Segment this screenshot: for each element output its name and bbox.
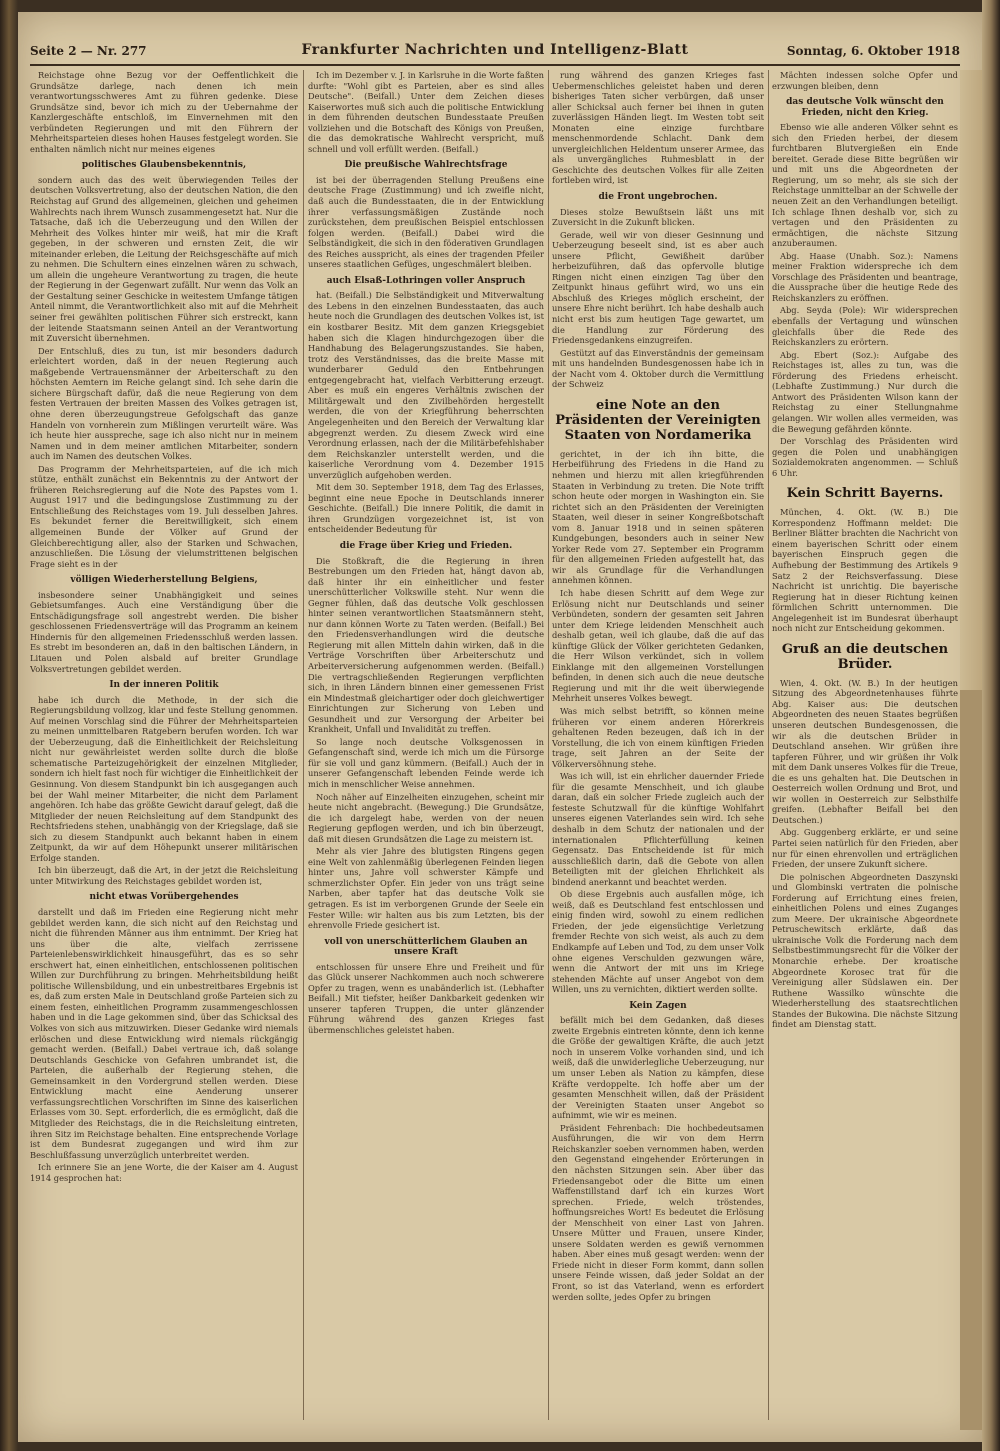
paragraph: Präsident Fehrenbach: Die hochbedeutsamen Ausführungen, die wir von dem Herrn Reichskanzler soeben vernommen haben, werden den Gegenstand eingehender Erörterungen in den nächsten Sitzungen sein. Aber über das Friedensangebot oder die Bitte um einen Waffenstillstand darf ich ein kurzes Wort sprechen. Friede, welch tröstendes, hoffnungsreiches Wort! Es bedeutet die Erlösung der Menschheit von einer Last von Jahren. Unsere Mütter und Frauen, unsere Kinder, unsere Soldaten werden es gewiß vernommen haben. Aber eines muß gesagt werden: wenn der Friede nicht in dieser Form kommt, dann sollen unsere Feinde wissen, daß jeder Soldat an der Front, so ist das Vaterland, wenn es erfordert werden sollte, jedes Opfer zu bringen xyxy=(552,1122,764,1302)
page-number: Seite 2 — Nr. 277 xyxy=(30,44,147,58)
subheading: die Front ungebrochen. xyxy=(598,192,718,203)
paragraph: Abg. Ebert (Soz.): Aufgabe des Reichstages ist, alles zu tun, was die Förderung des Friedens erheischt. (Lebhafte Zustimmung.) Nur durch die Antwort des Präsidenten Wilson kann der Reichstag zu einer Stellungnahme gelangen. Wir wollen alles vermeiden, was die Bewegung gefährden könnte. xyxy=(772,349,958,434)
paragraph: Die Stoßkraft, die die Regierung in ihren Bestrebungen um den Frieden hat, hängt davon ab, daß hinter ihr ein einheitlicher und fester unerschütterlicher Volkswille steht. Nur wenn die Gegner fühlen, daß das deutsche Volk geschlossen hinter seinen verantwortlichen Staatsmännern steht, nur dann können Worte zu Taten werden. (Beifall.) Bei den Friedensverhandlungen wird die deutsche Regierung mit allen Mitteln dahin wirken, daß in die Verträge Vorschriften über Arbeiterschutz und Arbeiterversicherung aufgenommen werden. (Beifall.) Die vertragschließenden Regierungen verpflichten sich, in ihren Ländern binnen einer gemessenen Frist ein Mindestmaß gleichartiger oder doch gleichwertiger Einrichtungen zur Sicherung von Leben und Gesundheit und zur Versorgung der Arbeiter bei Krankheit, Unfall und Invalidität zu treffen. xyxy=(308,555,544,735)
section-headline: Kein Schritt Bayerns. xyxy=(786,486,944,502)
subheading: voll von unerschütterlichem Glauben an unsere Kraft xyxy=(324,936,528,958)
paragraph: Was ich will, ist ein ehrlicher dauernder Friede für die gesamte Menschheit, und ich glaube daran, daß ein solcher Friede zugleich auch der festeste Schutzwall für die künftige Wohlfahrt unseres eigenen Vaterlandes sein wird. Ich sehe deshalb in dem Schutz der nationalen und der internationalen Pflichterfüllung keinen Gegensatz. Das Entscheidende ist für mich ausschließlich darin, daß die Gebote von allen Beteiligten mit der gleichen Ehrlichkeit als bindend anerkannt und beachtet werden. xyxy=(552,771,764,887)
column-2 xyxy=(308,70,544,1420)
paragraph: Das Programm der Mehrheitsparteien, auf die ich mich stütze, enthält zunächst ein Bekenntnis zu der Antwort der früheren Reichsregierung auf die Note des Papstes vom 1. August 1917 und die bedingungslose Zustimmung zu der Entschließung des Reichstages vom 19. Juli desselben Jahres. Es bekundet ferner die Bereitwilligkeit, sich einem allgemeinen Bunde der Völker auf Grund der Gleichberechtigung aller, also der Starken und Schwachen, anzuschließen. Die Lösung der vielumstrittenen belgischen Frage sieht es in der xyxy=(30,463,298,569)
column-3 xyxy=(552,70,764,1420)
subheading: auch Elsaß-Lothringen voller Anspruch xyxy=(326,275,526,286)
paragraph: habe ich durch die Methode, in der sich die Regierungsbildung vollzog, klar und feste Stellung genommen. Auf meinen Vorschlag sind die Führer der Mehrheitsparteien zu meinen unmittelbaren Ratgebern berufen worden. Ich war der Ueberzeugung, daß die Einheitlichkeit der Reichsleitung nicht nur gewährleistet werden sollte durch die bloße schematische Parteizugehörigkeit der einzelnen Mitglieder, sondern ich hielt fast noch für wichtiger die Einheitlichkeit der Gesinnung. Von diesem Standpunkt bin ich ausgegangen auch bei der Wahl meiner Mitarbeiter, die nicht dem Parlament angehören. Ich habe das größte Gewicht darauf gelegt, daß die Mitglieder der neuen Reichsleitung auf dem Standpunkt des Rechtsfriedens stehen, unabhängig von der Kriegslage, daß sie sich zu diesem Standpunkt auch bekannt haben in einem Zeitpunkt, da wir auf dem Höhepunkt unserer militärischen Erfolge standen. xyxy=(30,694,298,863)
subheading: In der inneren Politik xyxy=(109,680,219,691)
subheading: politisches Glaubensbekenntnis, xyxy=(81,160,247,171)
subheading: die Frage über Krieg und Frieden. xyxy=(339,540,513,551)
paragraph: Noch näher auf Einzelheiten einzugehen, scheint mir heute nicht angebracht. (Bewegung.) Die Grundsätze, die ich dargelegt habe, werden von der neuen Regierung gepflogen werden, und ich bin überzeugt, daß mit diesen Grundsätzen die Lage zu meistern ist. xyxy=(308,791,544,844)
adjacent-page-strip xyxy=(960,690,982,1430)
subheading: nicht etwas Vorübergehendes xyxy=(89,892,239,903)
column-rule xyxy=(303,70,304,1420)
paragraph: darstellt und daß im Frieden eine Regierung nicht mehr gebildet werden kann, die sich nicht auf den Reichstag und nicht die führenden Männer aus ihm entnimmt. Der Krieg hat uns über die alte, vielfach zerrissene Parteienlebenswirklichkeit hinausgeführt, das es so sehr erschwert hat, einen einheitlichen, entschlossenen politischen Willen zur Durchführung zu bringen. Mehrheitsbildung heißt politische Willensbildung, und ein unbestreitbares Ergebnis ist es, daß zum ersten Male in Deutschland große Parteien sich zu einem festen, einheitlichen Programm zusammengeschlossen haben und in die Lage gekommen sind, über das Schicksal des Volkes von sich aus mitzuwirken. Dieser Gedanke wird niemals erlöschen und diese Entwicklung wird niemals rückgängig gemacht werden. (Beifall.) Dabei vertraue ich, daß solange Deutschlands Geschicke von Gefahren umbrandet ist, die Parteien, die außerhalb der Regierung stehen, die Gemeinsamkeit in den Vordergrund stellen werden. Diese Entwicklung macht eine Aenderung unserer verfassungsrechtlichen Vorschriften im Sinne des kaiserlichen Erlasses vom 30. Sept. erforderlich, die es ermöglicht, daß die Mitglieder des Reichstags, die in die Reichsleitung eintreten, ihren Sitz im Reichstage behalten. Eine entsprechende Vorlage ist dem Bundesrat zugegangen und wird ihm zur Beschlußfassung unverzüglich unterbreitet werden. xyxy=(30,907,298,1160)
subheading: das deutsche Volk wünscht den Frieden, nicht den Krieg. xyxy=(786,97,944,118)
paragraph: Wien, 4. Okt. (W. B.) In der heutigen Sitzung des Abgeordnetenhauses führte Abg. Kaiser aus: Die deutschen Abgeordneten des neuen Staates begrüßen unseren deutschen Bundesgenossen, die wir als die deutschen Brüder in Deutschland ansehen. Wir grüßen ihre tapferen Führer, und wir grüßen ihr Volk mit dem Dank unseres Volkes für die Treue, die es uns gehalten hat. Die Deutschen in Oesterreich wollen Ordnung und Brot, und wir wollen in Oesterreich zur Selbsthilfe greifen. (Lebhafter Beifall bei den Deutschen.) xyxy=(772,677,958,825)
paragraph: hat. (Beifall.) Die Selbständigkeit und Mitverwaltung des Lebens in den einzelnen Bundesstaaten, das auch heute noch die Grundlagen des deutschen Volkes ist, ist ein kostbarer Besitz. Mit dem ganzen Kriegsgebiet haben sich die Klagen hindurchgezogen über die Handhabung des Belagerungszustandes. Sie haben, trotz des Verständnisses, das die breite Masse mit wunderbarer Geduld den Entbehrungen entgegengebracht hat, vielfach Verbitterung erzeugt. Aber es muß ein engeres Verhältnis zwischen der Militärgewalt und den Zivilbehörden hergestellt werden, die von der Kriegführung beherrschten Angelegenheiten und den Bereich der Verwaltung klar abgegrenzt werden. Zu diesem Zweck wird eine Verordnung erlassen, nach der die Militärbefehlshaber dem Reichskanzler unterstellt werden, und die kaiserliche Verordnung vom 4. Dezember 1915 unverzüglich aufgehoben werden. xyxy=(308,290,544,480)
adjacent-page-strip xyxy=(960,70,982,690)
paragraph: Ich habe diesen Schritt auf dem Wege zur Erlösung nicht nur Deutschlands und seiner Verbündeten, sondern der gesamten seit Jahren unter dem Kriege leidenden Menschheit auch deshalb getan, weil ich glaube, daß die auf das künftige Glück der Völker gerichteten Gedanken, die Herr Wilson verkündet, sich in vollem Einklange mit den allgemeinen Vorstellungen befinden, in denen sich auch die neue deutsche Regierung und mit ihr die weit überwiegende Mehrheit unseres Volkes bewegt. xyxy=(552,587,764,704)
paragraph: So lange noch deutsche Volksgenossen in Gefangenschaft sind, werde ich mich um die Fürsorge für sie voll und ganz kümmern. (Beifall.) Auch der in unserer Gefangenschaft lebenden Feinde werde ich mich in menschlicher Weise annehmen. xyxy=(308,736,544,789)
section-headline: eine Note an den Präsidenten der Vereinigten Staaten von Nordamerika xyxy=(555,397,761,443)
paragraph: Was mich selbst betrifft, so können meine früheren vor einem anderen Hörerkreis gehaltenen Reden bezeugen, daß ich in der Vorstellung, die ich von einem künftigen Frieden trage, seit Jahren an der Seite der Völkerversöhnung stehe. xyxy=(552,705,764,769)
page-edge xyxy=(982,0,1000,1451)
paragraph: Abg. Guggenberg erklärte, er und seine Partei seien natürlich für den Frieden, aber nur für einen ehrenvollen und erträglichen Frieden, der unsere Zukunft sichere. xyxy=(772,827,958,870)
subheading: völligen Wiederherstellung Belgiens, xyxy=(70,575,258,586)
paragraph: Abg. Haase (Unabh. Soz.): Namens meiner Fraktion widerspreche ich dem Vorschlage des Präsidenten und beantrage, die Aussprache über die heutige Rede des Reichskanzlers zu eröffnen. xyxy=(772,250,958,303)
paragraph: Ich bin überzeugt, daß die Art, in der jetzt die Reichsleitung unter Mitwirkung des Reichstages gebildet worden ist, xyxy=(30,865,298,886)
paragraph: Abg. Seyda (Pole): Wir widersprechen ebenfalls der Vertagung und wünschen gleichfalls über die Rede des Reichskanzlers zu erörtern. xyxy=(772,305,958,348)
paragraph: Reichstage ohne Bezug vor der Oeffentlichkeit die Grundsätze darlege, nach denen ich mein verantwortungsschweres Amt zu führen gedenke. Diese Grundsätze sind, bevor ich mich zu der Uebernahme der Kanzlergeschäfte entschloß, im Einvernehmen mit den verbündeten Regierungen und mit den Führern der Mehrheitsparteien dieses hohen Hauses festgelegt worden. Sie enthalten nämlich nicht nur meines eigenes xyxy=(30,70,298,154)
column-1 xyxy=(30,70,298,1420)
paragraph: Mit dem 30. September 1918, dem Tag des Erlasses, beginnt eine neue Epoche in Deutschlands innerer Geschichte. (Beifall.) Die innere Politik, die damit in ihren Grundzügen vorgezeichnet ist, ist von entscheidender Bedeutung für xyxy=(308,482,544,535)
paragraph: Die polnischen Abgeordneten Daszynski und Glombinski vertraten die polnische Forderung auf Errichtung eines freien, einheitlichen Polens und eines Zuganges zum Meere. Der ukrainische Abgeordnete Petruschewitsch erklärte, daß das ukrainische Volk die Forderung nach dem Selbstbestimmungsrecht für die Völker der Monarchie erhebe. Der kroatische Abgeordnete Korosec trat für die Vereinigung aller Südslawen ein. Der Ruthene Wassilko wünschte die Wiederherstellung des staatsrechtlichen Standes der Bukowina. Die nächste Sitzung findet am Dienstag statt. xyxy=(772,871,958,1030)
book-spine xyxy=(0,0,18,1451)
paragraph: rung während des ganzen Krieges fast Uebermenschliches geleistet haben und deren bisheriges Taten sicher verbürgen, daß unser aller Schicksal auch ferner bei ihnen in guten zuverlässigen Händen liegt. Im Westen tobt seit Monaten eine einzige furchtbare menschenmordende Schlacht. Dank dem unvergleichlichen Heldentum unserer Armee, das als unvergängliches Ruhmesblatt in der Geschichte des deutschen Volkes für alle Zeiten fortleben wird, ist xyxy=(552,70,764,186)
section-headline: Gruß an die deutschen Brüder. xyxy=(781,641,949,672)
paragraph: Ich im Dezember v. J. in Karlsruhe in die Worte faßten durfte: "Wohl gibt es Parteien, aber es sind alles Deutsche". (Beifall.) Unter dem Zeichen dieses Kaiserwortes muß sich auch die politische Entwicklung in dem führenden deutschen Bundesstaate Preußen vollziehen und die Botschaft des Königs von Preußen, die das demokratische Wahlrecht verspricht, muß schnell und voll erfüllt werden. (Beifall.) xyxy=(308,70,544,154)
subheading: Die preußische Wahlrechtsfrage xyxy=(344,160,508,171)
paragraph: Ob diese Ergebnis auch ausfallen möge, ich weiß, daß es Deutschland fest entschlossen und einig finden wird, sowohl zu einem redlichen Frieden, der jede eigensüchtige Verletzung fremder Rechte von sich weist, als auch zu dem Endkampfe auf Leben und Tod, zu dem unser Volk ohne eigenes Verschulden gezwungen wäre, wenn die Antwort der mit uns im Kriege stehenden Mächte auf unser Angebot von dem Willen, uns zu vernichten, diktiert werden sollte. xyxy=(552,889,764,995)
paragraph: insbesondere seiner Unabhängigkeit und seines Gebietsumfanges. Auch eine Verständigung über die Entschädigungsfrage soll angestrebt werden. Die bisher geschlossenen Friedensverträge will das Programm an keinem Hindernis für den allgemeinen Friedensschluß werden lassen. Es strebt im besonderen an, daß in den baltischen Ländern, in Litauen und Polen alsbald auf breiter Grundlage Volksvertretungen gebildet werden. xyxy=(30,589,298,674)
paragraph: Dieses stolze Bewußtsein läßt uns mit Zuversicht in die Zukunft blicken. xyxy=(552,206,764,228)
paragraph: Ich erinnere Sie an jene Worte, die der Kaiser am 4. August 1914 gesprochen hat: xyxy=(30,1162,298,1183)
subheading: Kein Zagen xyxy=(629,1000,687,1011)
paragraph: sondern auch das des weit überwiegenden Teiles der deutschen Volksvertretung, also der deutschen Nation, die den Reichstag auf Grund des allgemeinen, gleichen und geheimen Wahlrechts nach ihrem Wunsch zusammengesetzt hat. Nur die Tatsache, daß ich die Ueberzeugung und den Willen der Mehrheit des Volkes hinter mir weiß, hat mir die Kraft gegeben, in der schweren und ernsten Zeit, die wir miteinander erleben, die Leitung der Reichsgeschäfte auf mich zu nehmen. Die Schultern eines einzelnen wären zu schwach, um allein die ungeheure Verantwortung zu tragen, die heute der Regierung in der Gegenwart zufällt. Nur wenn das Volk an der Gestaltung seiner Geschicke in weitestem Umfange tätigen Anteil nimmt, die Verantwortlichkeit also mit auf die Mehrheit seiner frei gewählten politischen Führer sich erstreckt, kann der leitende Staatsmann seinen Anteil an der Verantwortung mit Zuversicht übernehmen. xyxy=(30,174,298,344)
newspaper-title: Frankfurter Nachrichten und Intelligenz-Blatt xyxy=(301,42,689,58)
paragraph: Der Entschluß, dies zu tun, ist mir besonders dadurch erleichtert worden, daß in der neuen Regierung auch maßgebende Vertrauensmänner der Arbeiterschaft zu den höchsten Aemtern im Reiche gelangt sind. Ich sehe darin die sichere Bürgschaft dafür, daß die neue Regierung von dem festen Vertrauen der breiten Massen des Volkes getragen ist, ohne deren überzeugungstreue Gefolgschaft das ganze Handeln von vornherein zum Mißlingen verurteilt wäre. Was ich heute hier ausspreche, sage ich also nicht nur in meinem Namen und in dem meiner amtlichen Mitarbeiter, sondern auch im Namen des deutschen Volkes. xyxy=(30,345,298,462)
masthead xyxy=(30,42,960,66)
issue-date: Sonntag, 6. Oktober 1918 xyxy=(786,44,960,58)
column-rule xyxy=(768,70,769,1420)
paragraph: Gestützt auf das Einverständnis der gemeinsam mit uns handelnden Bundesgenossen habe ich in der Nacht vom 4. Oktober durch die Vermittlung der Schweiz xyxy=(552,347,764,390)
paragraph: Gerade, weil wir von dieser Gesinnung und Ueberzeugung beseelt sind, ist es aber auch unsere Pflicht, Gewißheit darüber herbeizuführen, daß das opfervolle blutige Ringen nicht einen einzigen Tag über den Zeitpunkt hinaus geführt wird, wo uns ein Abschluß des Krieges möglich erscheint, der unsere Ehre nicht berührt. Ich habe deshalb auch nicht erst bis zum heutigen Tage gewartet, um die Handlung zur Förderung des Friedensgedankens einzugreifen. xyxy=(552,229,764,346)
paragraph: München, 4. Okt. (W. B.) Die Korrespondenz Hoffmann meldet: Die Berliner Blätter brachten die Nachricht von einem bayerischen Schritt oder einem bayerischen Einspruch gegen die Aufhebung der Bestimmung des Artikels 9 Satz 2 der Reichsverfassung. Diese Nachricht ist unrichtig. Die bayerische Regierung hat in dieser Richtung keinen förmlichen Schritt unternommen. Die Angelegenheit ist im Bundesrat überhaupt noch nicht zur Entscheidung gekommen. xyxy=(772,507,958,634)
paragraph: gerichtet, in der ich ihn bitte, die Herbeiführung des Friedens in die Hand zu nehmen und hierzu mit allen kriegführenden Staaten in Verbindung zu treten. Die Note trifft schon heute oder morgen in Washington ein. Sie richtet sich an den Präsidenten der Vereinigten Staaten, weil dieser in seiner Kongreßbotschaft vom 8. Januar 1918 und in seinen späteren Kundgebungen, besonders auch in seiner New Yorker Rede vom 27. September ein Programm für den allgemeinen Frieden aufgestellt hat, das wir als Grundlage für die Verhandlungen annehmen können. xyxy=(552,448,764,586)
paragraph: ist bei der überragenden Stellung Preußens eine deutsche Frage (Zustimmung) und ich zweifle nicht, daß auch die Bundesstaaten, die in der Entwicklung ihrer verfassungsmäßigen Zustände noch zurückstehen, dem preußischen Beispiel entschlossen folgen werden. (Beifall.) Dabei wird die Selbständigkeit, die sich in den föderativen Grundlagen des Reiches ausspricht, als eines der tragenden Pfeiler unseres staatlichen Gefüges, ungeschmälert bleiben. xyxy=(308,174,544,270)
column-rule xyxy=(548,70,549,1420)
paragraph: Ebenso wie alle anderen Völker sehnt es sich den Frieden herbei, der diesem furchtbaren Blutvergießen ein Ende bereitet. Gerade diese Bitte begrüßen wir und mit uns die Abgeordneten der Regierung, um so mehr, als sie sich der Reichstage unmittelbar an der Schwelle der neuen Zeit an den Verhandlungen beteiligt. Ich schlage Ihnen deshalb vor, sich zu vertagen und den Präsidenten zu ermächtigen, die nächste Sitzung anzuberaumen. xyxy=(772,122,958,249)
column-4 xyxy=(772,70,958,1420)
paragraph: entschlossen für unsere Ehre und Freiheit und für das Glück unserer Nachkommen auch noch schwerere Opfer zu tragen, wenn es unabänderlich ist. (Lebhafter Beifall.) Mit tiefster, heißer Dankbarkeit gedenken wir unserer tapferen Truppen, die unter glänzender Führung während des ganzen Krieges fast übermenschliches geleistet haben. xyxy=(308,961,544,1036)
paragraph: Mehr als vier Jahre des blutigsten Ringens gegen eine Welt von zahlenmäßig überlegenen Feinden liegen hinter uns, Jahre voll schwerster Kämpfe und schmerzlichster Opfer. Ein jeder von uns trägt seine Narben, aber tapfer hat das deutsche Volk sie getragen. Es ist im verborgenen Grunde der Seele ein Fester Wille: wir halten aus bis zum Letzten, bis der ehrenvolle Friede gesichert ist. xyxy=(308,846,544,931)
paragraph: Der Vorschlag des Präsidenten wird gegen die Polen und unabhängigen Sozialdemokraten angenommen. — Schluß 6 Uhr. xyxy=(772,436,958,478)
paragraph: Mächten indessen solche Opfer und erzwungen bleiben, denn xyxy=(772,70,958,91)
paragraph: befällt mich bei dem Gedanken, daß dieses zweite Ergebnis eintreten könnte, denn ich kenne die Größe der gewaltigen Kräfte, die auch jetzt noch in unserem Volke vorhanden sind, und ich weiß, daß die unwiderlegliche Ueberzeugung, nur um unser Leben als Nation zu kämpfen, diese Kräfte verdoppelte. Ich hoffe aber um der gesamten Menschheit willen, daß der Präsident der Vereinigten Staaten unser Angebot so aufnimmt, wie wir es meinen. xyxy=(552,1015,764,1121)
